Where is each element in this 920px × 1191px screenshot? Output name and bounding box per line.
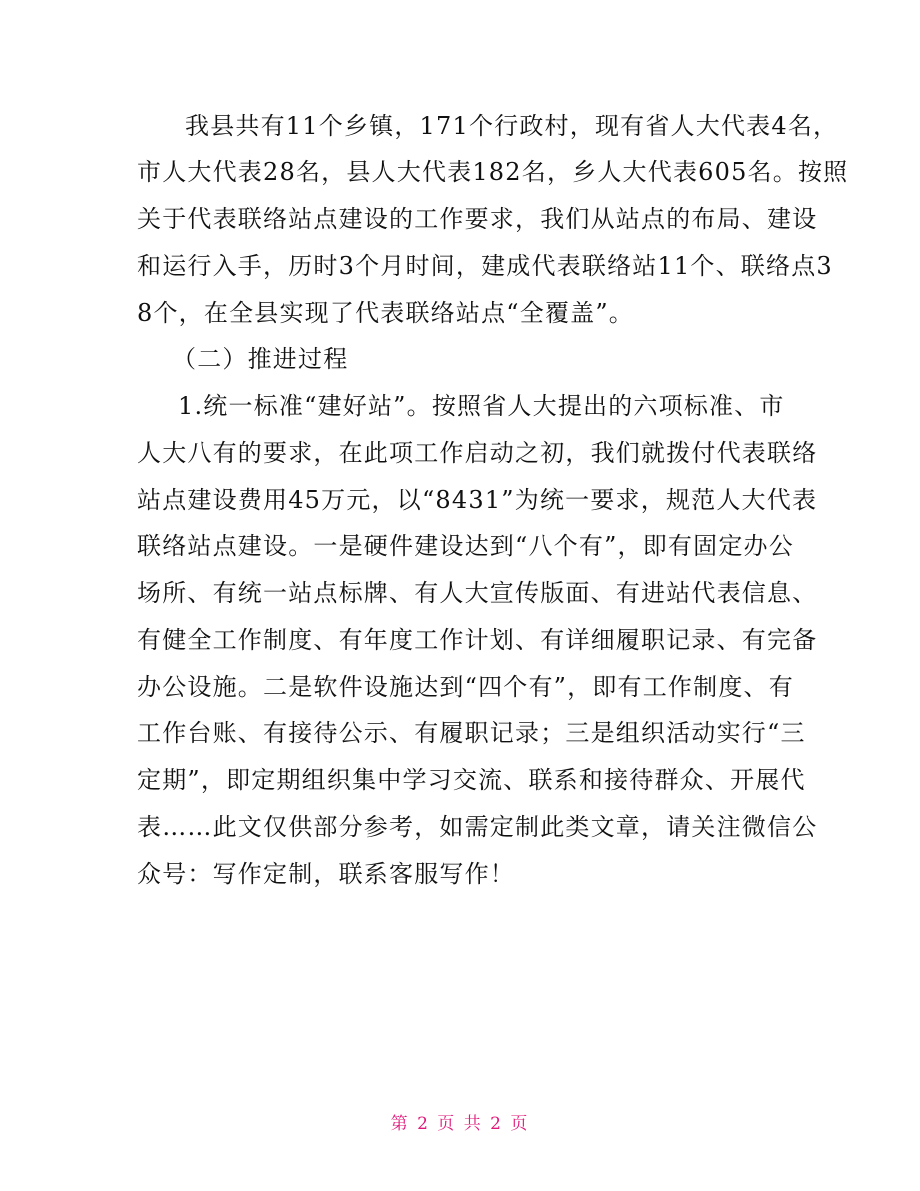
- paragraph-2-line-8: 工作台账、有接待公示、有履职记录；三是组织活动实行“三: [137, 719, 806, 747]
- paragraph-2-line-9: 定期”，即定期组织集中学习交流、联系和接待群众、开展代: [137, 766, 806, 794]
- paragraph-2-line-7: 办公设施。二是软件设施达到“四个有”，即有工作制度、有: [137, 673, 794, 701]
- paragraph-1-line-2: 市人大代表28名，县人大代表182名，乡人大代表605名。按照: [137, 158, 849, 186]
- paragraph-2-line-5: 场所、有统一站点标牌、有人大宣传版面、有进站代表信息、: [137, 579, 818, 607]
- paragraph-2-line-1: 1.统一标准“建好站”。按照省人大提出的六项标准、市: [178, 392, 785, 420]
- paragraph-1-line-3: 关于代表联络站点建设的工作要求，我们从站点的布局、建设: [137, 205, 818, 233]
- section-heading: （二）推进过程: [172, 345, 349, 373]
- paragraph-2-line-3: 站点建设费用45万元，以“8431”为统一要求，规范人大代表: [137, 486, 818, 514]
- paragraph-2-line-6: 有健全工作制度、有年度工作计划、有详细履职记录、有完备: [137, 626, 818, 654]
- paragraph-2-line-2: 人大八有的要求，在此项工作启动之初，我们就拨付代表联络: [137, 439, 818, 467]
- paragraph-2-line-4: 联络站点建设。一是硬件建设达到“八个有”，即有固定办公: [137, 532, 794, 560]
- paragraph-2-line-10: 表……此文仅供部分参考，如需定制此类文章，请关注微信公: [137, 813, 818, 841]
- page-footer: 第 2 页 共 2 页: [390, 1114, 530, 1134]
- paragraph-1-line-5: 8个，在全县实现了代表联络站点“全覆盖”。: [137, 299, 635, 327]
- paragraph-2-line-11: 众号：写作定制，联系客服写作！: [137, 860, 515, 888]
- paragraph-1-line-4: 和运行入手，历时3个月时间，建成代表联络站11个、联络点3: [137, 252, 833, 280]
- paragraph-1-line-1: 我县共有11个乡镇，171个行政村，现有省人大代表4名，: [185, 112, 839, 140]
